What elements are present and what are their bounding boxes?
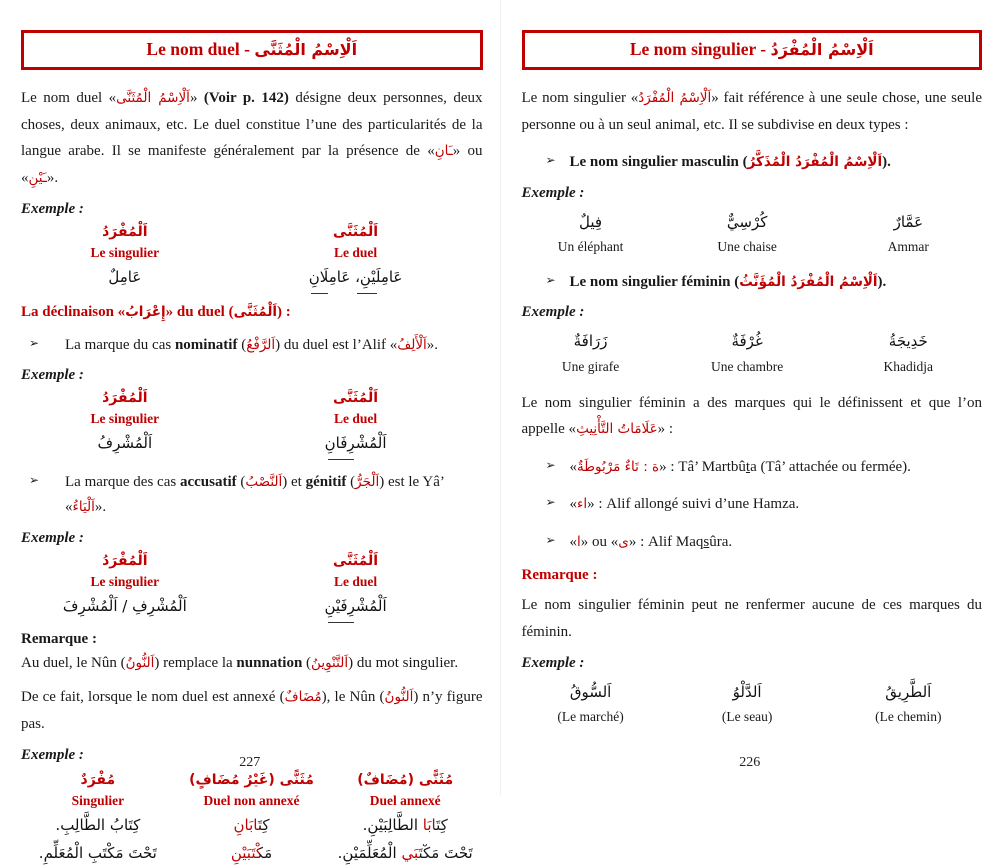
column-label: Duel annexé bbox=[328, 791, 482, 811]
french-gloss: Une chambre bbox=[660, 356, 835, 378]
dual-annexed-column bbox=[328, 770, 482, 868]
arabic-term: اَلتَّنْوِينُ bbox=[311, 655, 348, 671]
arabic-term: ى bbox=[618, 534, 629, 550]
arabic-word: عَامِلٌ bbox=[21, 263, 229, 292]
french-gloss: Ammar bbox=[835, 236, 982, 258]
declension-heading bbox=[21, 304, 483, 321]
page-title-singulier bbox=[522, 30, 983, 70]
annexed-example-table bbox=[21, 770, 483, 868]
column-label: Le singulier bbox=[21, 243, 229, 263]
bullet-text: «ة : تَاءٌ مَرْبُوطَةٌ» : Tâ’ Martbûta (Tâ’ attachée ou fermée). bbox=[570, 455, 911, 481]
arabic-term: مُضَافٌ bbox=[285, 689, 322, 705]
text-run: » ou « bbox=[21, 143, 483, 186]
exemple-label: Exemple : bbox=[21, 747, 483, 764]
arabic-word: الْمُعَلِّمَيْنِ. bbox=[338, 844, 397, 862]
dual-column bbox=[229, 551, 483, 621]
example-table-1 bbox=[21, 222, 483, 292]
example-column bbox=[835, 678, 982, 728]
example-column bbox=[660, 208, 835, 258]
column-header-arabic: مُثَنًّى (غَيْرُ مُضَافٍ) bbox=[175, 770, 329, 791]
bullet-text: Le nom singulier masculin (اَلْاِسْمُ الْمُفْرَدُ الْمُذَكَّرُ). bbox=[570, 150, 891, 176]
column-label: Duel non annexé bbox=[175, 791, 329, 811]
arabic-term: اَلنُّونُ bbox=[126, 655, 155, 671]
text-run: ». bbox=[47, 170, 58, 186]
exemple-label: Exemple : bbox=[21, 201, 483, 218]
arabic-term: اَلْأَلِفُ bbox=[397, 337, 427, 353]
french-gloss: (Le marché) bbox=[522, 706, 660, 728]
bullet-text: Le nom singulier féminin (اَلْاِسْمُ الْمُفْرَدُ الْمُؤَنَّثُ). bbox=[570, 270, 887, 296]
arabic-word: الطَّالِبَيْنِ. bbox=[363, 816, 418, 834]
exemple-label: Exemple : bbox=[522, 655, 983, 672]
arabic-word: عَامِلَيْنِ، bbox=[355, 263, 402, 292]
arabic-term: اَلْمُثَنَّى bbox=[234, 304, 277, 320]
singular-column bbox=[21, 222, 229, 292]
arrow-bullet-icon: ➢ bbox=[546, 455, 570, 481]
arabic-word: اَلطَّرِيقُ bbox=[835, 678, 982, 707]
arabic-term: اَلْاِسْمُ الْمُفْرَدُ bbox=[638, 90, 711, 106]
example-table-2 bbox=[21, 388, 483, 458]
title-arabic: اَلْاِسْمُ الْمُفْرَدُ bbox=[771, 40, 874, 59]
arrow-bullet-icon: ➢ bbox=[546, 530, 570, 556]
text-run: Le nom duel « bbox=[21, 90, 116, 106]
text-run: désigne deux personnes, deux choses, deux animaux, etc. Le duel constitue l’une des particularités de la langue arabe. Il se manifeste généralement par la présence de « bbox=[21, 90, 483, 159]
arabic-word: كُرْسِيٌّ bbox=[660, 208, 835, 237]
page-title-duel bbox=[21, 30, 483, 70]
french-gloss: Khadidja bbox=[835, 356, 982, 378]
arrow-bullet-icon: ➢ bbox=[546, 270, 570, 296]
page-number-226: 226 bbox=[501, 755, 999, 771]
text-run: » bbox=[190, 90, 204, 106]
page-226 bbox=[500, 0, 999, 795]
column-header-arabic: اَلْمُفْرَدُ bbox=[21, 551, 229, 572]
column-label: Le singulier bbox=[21, 409, 229, 429]
arabic-word: خَدِيجَةُ bbox=[835, 327, 982, 356]
feminine-marks-paragraph: Le nom singulier féminin a des marques qui le définissent et que l’on appelle «عَلَامَاتُ التَّأْنِيثِ» : bbox=[522, 390, 983, 443]
arabic-word: كِتَابَا bbox=[423, 816, 448, 834]
masculine-examples bbox=[522, 208, 983, 258]
exemple-label: Exemple : bbox=[21, 367, 483, 384]
title-arabic: اَلْاِسْمُ الْمُثَنَّى bbox=[254, 40, 357, 59]
arabic-term: اء bbox=[577, 496, 587, 512]
remarque-heading: Remarque : bbox=[522, 567, 983, 584]
example-column bbox=[835, 327, 982, 377]
ta-marbuta-bullet bbox=[546, 455, 983, 481]
remarque-line-1: Au duel, le Nûn (اَلنُّونُ) remplace la nunnation (اَلتَّنْوِينُ) du mot singulier. bbox=[21, 650, 483, 677]
text-run: ) : bbox=[277, 304, 291, 320]
arabic-term: اَلنُّونُ bbox=[385, 689, 414, 705]
column-header-arabic: اَلْمُفْرَدُ bbox=[21, 222, 229, 243]
arabic-word: مَكْتَبَيِ bbox=[401, 844, 439, 862]
arabic-term: اَلْاِسْمُ الْمُثَنَّى bbox=[116, 90, 190, 106]
arabic-word: اَلْمُشْرِفَانِ bbox=[325, 429, 387, 458]
arabic-sentence: تَحْتَ مَكْتَبِ الْمُعَلِّمِ. bbox=[21, 839, 175, 868]
alif-hamza-bullet bbox=[546, 492, 983, 518]
intro-paragraph: Le nom singulier «اَلْاِسْمُ الْمُفْرَدُ» fait référence à une seule chose, une seule personne ou à un seul animal, etc. Il se subdivise en deux types : bbox=[522, 85, 983, 138]
intro-paragraph bbox=[21, 85, 483, 192]
example-column bbox=[522, 208, 660, 258]
arabic-term: ا bbox=[577, 534, 581, 550]
example-column bbox=[522, 327, 660, 377]
exemple-label: Exemple : bbox=[21, 530, 483, 547]
text-run: La déclinaison « bbox=[21, 304, 125, 320]
no-mark-examples bbox=[522, 678, 983, 728]
arabic-word: مَكْتَبَيْنِ bbox=[175, 839, 329, 868]
arabic-word: عَمَّارٌ bbox=[835, 208, 982, 237]
bullet-text: La marque des cas accusatif (اَلنَّصْبُ) et génitif (اَلْجَرُّ) est le Yâ’ «اَلْيَاءُ». bbox=[65, 470, 483, 521]
singular-column bbox=[21, 770, 175, 868]
arabic-sentence bbox=[328, 811, 482, 840]
exemple-label: Exemple : bbox=[522, 304, 983, 321]
arabic-words bbox=[229, 592, 483, 621]
dual-not-annexed-column bbox=[175, 770, 329, 868]
accusative-genitive-bullet bbox=[21, 470, 483, 521]
example-column bbox=[660, 678, 835, 728]
dual-column bbox=[229, 388, 483, 458]
french-gloss: Une girafe bbox=[522, 356, 660, 378]
arabic-word: زَرَافَةٌ bbox=[522, 327, 660, 356]
column-label: Le duel bbox=[229, 409, 483, 429]
arabic-sentence: كِتَابُ الطَّالِبِ. bbox=[21, 811, 175, 840]
masculine-bullet bbox=[546, 150, 983, 176]
french-gloss: Une chaise bbox=[660, 236, 835, 258]
column-header-arabic: اَلْمُثَنَّى bbox=[229, 222, 483, 243]
column-header-arabic: اَلْمُفْرَدُ bbox=[21, 388, 229, 409]
feminine-examples bbox=[522, 327, 983, 377]
title-french: Le nom duel - bbox=[146, 39, 254, 59]
arabic-word: غُرْفَةٌ bbox=[660, 327, 835, 356]
bullet-text: La marque du cas nominatif (اَلرَّفْعُ) du duel est l’Alif «اَلْأَلِفُ». bbox=[65, 333, 438, 359]
bullet-text: «ا» ou «ى» : Alif Maqsûra. bbox=[570, 530, 733, 556]
arabic-term: اَلْيَاءُ bbox=[73, 499, 95, 515]
arrow-bullet-icon: ➢ bbox=[546, 150, 570, 176]
arabic-words bbox=[229, 263, 483, 292]
remarque-line-2: De ce fait, lorsque le nom duel est annexé (مُضَافٌ), le Nûn (اَلنُّونُ) n’y figure pas. bbox=[21, 684, 483, 737]
arabic-word: اَلْمُشْرِفَيْنِ bbox=[324, 592, 386, 621]
arrow-bullet-icon: ➢ bbox=[21, 333, 65, 359]
arabic-word: اَلدَّلْوُ bbox=[660, 678, 835, 707]
arabic-word: اَلْمُشْرِفُ bbox=[21, 429, 229, 458]
arrow-bullet-icon: ➢ bbox=[21, 470, 65, 521]
column-label: Le singulier bbox=[21, 572, 229, 592]
french-gloss: Un éléphant bbox=[522, 236, 660, 258]
arabic-words bbox=[229, 429, 483, 458]
arabic-term: اَلرَّفْعُ bbox=[246, 337, 275, 353]
column-header-arabic: مُثَنًّى (مُضَافٌ) bbox=[328, 770, 482, 791]
text-run: » du duel ( bbox=[166, 304, 234, 320]
column-label: Le duel bbox=[229, 572, 483, 592]
arabic-term: اَلْجَرُّ bbox=[355, 474, 379, 490]
alif-maqsura-bullet bbox=[546, 530, 983, 556]
arrow-bullet-icon: ➢ bbox=[546, 492, 570, 518]
nominative-bullet bbox=[21, 333, 483, 359]
remarque-text: Le nom singulier féminin peut ne renfermer aucune de ces marques du féminin. bbox=[522, 592, 983, 645]
column-header-arabic: اَلْمُثَنَّى bbox=[229, 388, 483, 409]
example-column bbox=[522, 678, 660, 728]
voir-page-ref: (Voir p. 142) bbox=[204, 90, 289, 106]
singular-column bbox=[21, 388, 229, 458]
column-label: Singulier bbox=[21, 791, 175, 811]
exemple-label: Exemple : bbox=[522, 185, 983, 202]
arabic-sentence bbox=[328, 839, 482, 868]
arabic-term: ة : تَاءٌ مَرْبُوطَةٌ bbox=[577, 459, 659, 475]
arabic-word: كِتَابَانِ bbox=[175, 811, 329, 840]
page-number-227: 227 bbox=[0, 755, 500, 771]
arabic-term: ـَانِ bbox=[435, 143, 453, 159]
french-gloss: (Le seau) bbox=[660, 706, 835, 728]
dual-column bbox=[229, 222, 483, 292]
example-column bbox=[660, 327, 835, 377]
arabic-word: اَلسُّوقُ bbox=[522, 678, 660, 707]
column-label: Le duel bbox=[229, 243, 483, 263]
title-french: Le nom singulier - bbox=[630, 39, 771, 59]
arabic-term: عَلَامَاتُ التَّأْنِيثِ bbox=[576, 421, 658, 437]
arabic-term: إِعْرَابُ bbox=[125, 304, 165, 320]
bullet-text: «اء» : Alif allongé suivi d’une Hamza. bbox=[570, 492, 800, 518]
page-227 bbox=[0, 0, 500, 795]
french-gloss: (Le chemin) bbox=[835, 706, 982, 728]
example-table-3 bbox=[21, 551, 483, 621]
remarque-heading: Remarque : bbox=[21, 631, 483, 648]
arabic-term: اَلنَّصْبُ bbox=[245, 474, 282, 490]
column-header-arabic: اَلْمُثَنَّى bbox=[229, 551, 483, 572]
arabic-word: اَلْمُشْرِفِ / اَلْمُشْرِفَ bbox=[21, 592, 229, 621]
arabic-term: اَلْاِسْمُ الْمُفْرَدُ الْمُؤَنَّثُ bbox=[739, 274, 877, 290]
arabic-term: ـَيْنِ bbox=[29, 170, 47, 186]
arabic-word: عَامِلَانِ bbox=[309, 263, 351, 292]
arabic-word: فِيلٌ bbox=[522, 208, 660, 237]
singular-column bbox=[21, 551, 229, 621]
feminine-bullet bbox=[546, 270, 983, 296]
arabic-term: اَلْاِسْمُ الْمُفْرَدُ الْمُذَكَّرُ bbox=[748, 154, 883, 170]
example-column bbox=[835, 208, 982, 258]
arabic-word: تَحْتَ bbox=[444, 844, 473, 862]
column-header-arabic: مُفْرَدٌ bbox=[21, 770, 175, 791]
